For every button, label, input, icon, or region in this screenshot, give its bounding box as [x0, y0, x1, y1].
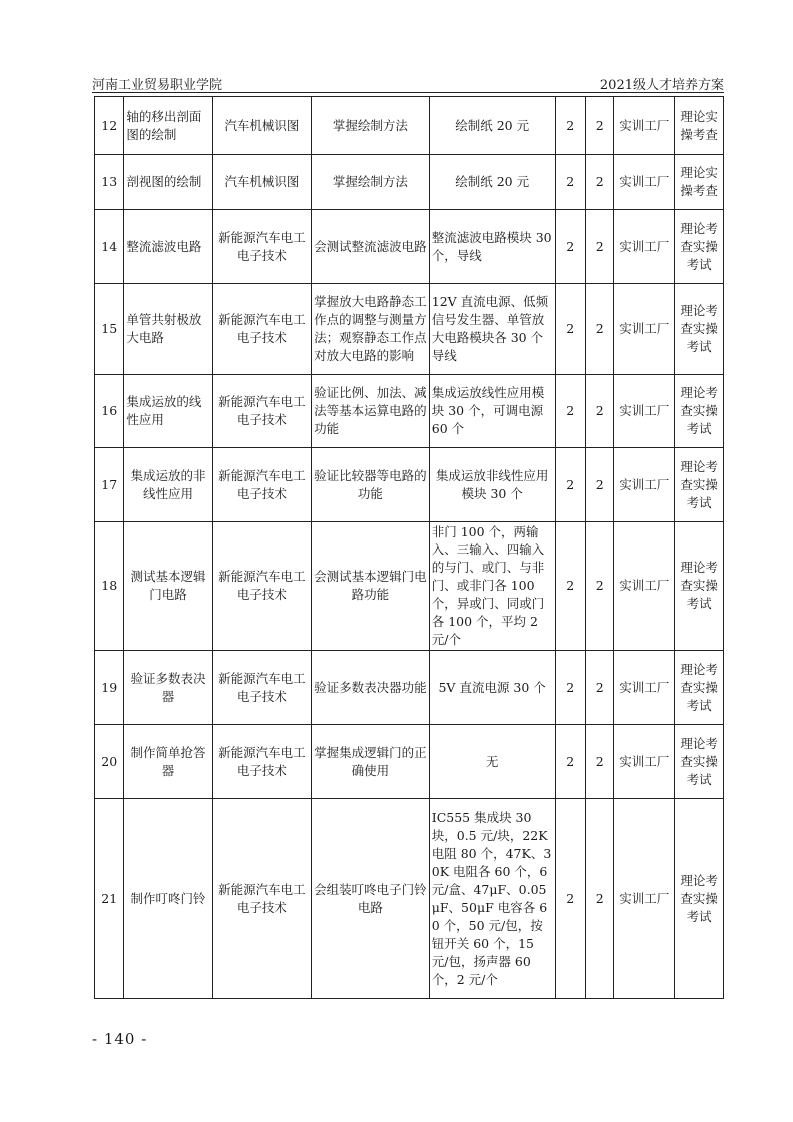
training-goal: 会组装叮咚电子门铃电路 [312, 799, 430, 999]
materials: 12V 直流电源、低频信号发生器、单管放大电路模块各 30 个导线 [429, 284, 555, 375]
hours-a: 2 [555, 210, 585, 284]
course-name: 汽车机械识图 [212, 155, 311, 210]
training-goal: 会测试基本逻辑门电路功能 [312, 522, 430, 651]
course-name: 新能源汽车电工电子技术 [212, 651, 311, 725]
project-name: 单管共射极放大电路 [124, 284, 212, 375]
course-name: 新能源汽车电工电子技术 [212, 448, 311, 522]
hours-a: 2 [555, 284, 585, 375]
project-name: 轴的移出剖面图的绘制 [124, 97, 212, 155]
hours-b: 2 [585, 651, 613, 725]
project-name: 制作叮咚门铃 [124, 799, 212, 999]
row-number: 15 [95, 284, 124, 375]
document-title: 2021级人才培养方案 [599, 78, 724, 93]
project-name: 集成运放的非线性应用 [124, 448, 212, 522]
page-header [92, 74, 724, 92]
materials: IC555 集成块 30 块，0.5 元/块，22K 电阻 80 个，47K、30K 电阻各 60 个，6 元/盒、47μF、0.05μF、50μF 电容各 60 个，50 元/包，按钮开关 60 个，15 元/包，扬声器 60 个，2 元/个 [429, 799, 555, 999]
course-name: 新能源汽车电工电子技术 [212, 799, 311, 999]
project-name: 剖视图的绘制 [124, 155, 212, 210]
training-goal: 掌握绘制方法 [312, 155, 430, 210]
training-place: 实训工厂 [614, 97, 675, 155]
table-row [95, 651, 724, 725]
training-goal: 验证比较器等电路的功能 [312, 448, 430, 522]
table-row [95, 210, 724, 284]
training-place: 实训工厂 [614, 799, 675, 999]
hours-b: 2 [585, 375, 613, 448]
materials: 整流滤波电路模块 30 个，导线 [429, 210, 555, 284]
assessment: 理论考查实操考试 [675, 799, 724, 999]
hours-b: 2 [585, 284, 613, 375]
training-place: 实训工厂 [614, 651, 675, 725]
row-number: 16 [95, 375, 124, 448]
training-goal: 会测试整流滤波电路 [312, 210, 430, 284]
row-number: 17 [95, 448, 124, 522]
training-place: 实训工厂 [614, 725, 675, 799]
training-place: 实训工厂 [614, 522, 675, 651]
project-name: 整流滤波电路 [124, 210, 212, 284]
table-row [95, 799, 724, 999]
hours-b: 2 [585, 448, 613, 522]
training-place: 实训工厂 [614, 210, 675, 284]
training-place: 实训工厂 [614, 155, 675, 210]
table-row [95, 284, 724, 375]
training-table [94, 96, 724, 999]
course-name: 新能源汽车电工电子技术 [212, 210, 311, 284]
assessment: 理论考查实操考试 [675, 210, 724, 284]
hours-a: 2 [555, 448, 585, 522]
hours-a: 2 [555, 651, 585, 725]
assessment: 理论考查实操考试 [675, 522, 724, 651]
hours-b: 2 [585, 155, 613, 210]
course-name: 新能源汽车电工电子技术 [212, 725, 311, 799]
hours-b: 2 [585, 522, 613, 651]
table-row [95, 375, 724, 448]
hours-a: 2 [555, 375, 585, 448]
institution-name: 河南工业贸易职业学院 [92, 78, 223, 93]
materials: 5V 直流电源 30 个 [429, 651, 555, 725]
assessment: 理论实操考查 [675, 97, 724, 155]
materials: 无 [429, 725, 555, 799]
training-goal: 验证多数表决器功能 [312, 651, 430, 725]
hours-b: 2 [585, 799, 613, 999]
training-place: 实训工厂 [614, 375, 675, 448]
table-row [95, 522, 724, 651]
materials: 集成运放非线性应用模块 30 个 [429, 448, 555, 522]
project-name: 验证多数表决器 [124, 651, 212, 725]
assessment: 理论考查实操考试 [675, 725, 724, 799]
row-number: 18 [95, 522, 124, 651]
materials: 绘制纸 20 元 [429, 97, 555, 155]
training-place: 实训工厂 [614, 284, 675, 375]
course-name: 新能源汽车电工电子技术 [212, 522, 311, 651]
hours-a: 2 [555, 799, 585, 999]
assessment: 理论考查实操考试 [675, 651, 724, 725]
table-row [95, 725, 724, 799]
materials: 集成运放线性应用模块 30 个，可调电源 60 个 [429, 375, 555, 448]
assessment: 理论实操考查 [675, 155, 724, 210]
hours-a: 2 [555, 97, 585, 155]
training-goal: 掌握放大电路静态工作点的调整与测量方法；观察静态工作点对放大电路的影响 [312, 284, 430, 375]
project-name: 集成运放的线性应用 [124, 375, 212, 448]
hours-b: 2 [585, 97, 613, 155]
assessment: 理论考查实操考试 [675, 448, 724, 522]
training-goal: 掌握绘制方法 [312, 97, 430, 155]
training-goal: 验证比例、加法、减法等基本运算电路的功能 [312, 375, 430, 448]
row-number: 12 [95, 97, 124, 155]
hours-a: 2 [555, 725, 585, 799]
hours-b: 2 [585, 725, 613, 799]
hours-b: 2 [585, 210, 613, 284]
assessment: 理论考查实操考试 [675, 375, 724, 448]
row-number: 19 [95, 651, 124, 725]
course-name: 新能源汽车电工电子技术 [212, 284, 311, 375]
training-goal: 掌握集成逻辑门的正确使用 [312, 725, 430, 799]
page-number: - 140 - [92, 1030, 148, 1048]
course-name: 汽车机械识图 [212, 97, 311, 155]
project-name: 制作简单抢答器 [124, 725, 212, 799]
row-number: 21 [95, 799, 124, 999]
hours-a: 2 [555, 155, 585, 210]
table-row [95, 97, 724, 155]
row-number: 13 [95, 155, 124, 210]
row-number: 20 [95, 725, 124, 799]
header-rule [92, 92, 724, 93]
project-name: 测试基本逻辑门电路 [124, 522, 212, 651]
assessment: 理论考查实操考试 [675, 284, 724, 375]
hours-a: 2 [555, 522, 585, 651]
materials: 绘制纸 20 元 [429, 155, 555, 210]
course-name: 新能源汽车电工电子技术 [212, 375, 311, 448]
table-row [95, 448, 724, 522]
materials: 非门 100 个，两输入、三输入、四输入的与门、或门、与非门、或非门各 100 个，异或门、同或门各 100 个，平均 2 元/个 [429, 522, 555, 651]
row-number: 14 [95, 210, 124, 284]
training-place: 实训工厂 [614, 448, 675, 522]
table-row [95, 155, 724, 210]
